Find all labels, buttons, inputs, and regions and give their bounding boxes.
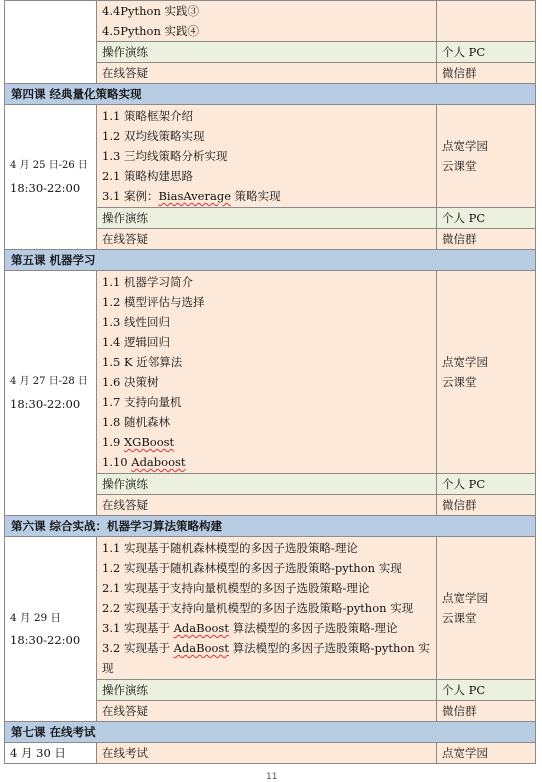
lesson-title: 第五课 机器学习 (5, 250, 536, 271)
list-item: 2.1 实现基于支持向量机模型的多因子选股策略-理论 (102, 581, 370, 595)
list-item: 1.2 实现基于随机森林模型的多因子选股策略-python 实现 (102, 561, 402, 575)
section-header-row (5, 722, 536, 743)
qa-label: 在线答疑 (97, 701, 437, 722)
practice-label: 操作演练 (97, 474, 437, 495)
location-text: 云课堂 (442, 375, 477, 389)
schedule-cell (5, 105, 97, 250)
time-text: 18:30-22:00 (10, 397, 81, 411)
location-cell (437, 271, 536, 474)
list-item: 2.2 实现基于支持向量机模型的多因子选股策略-python 实现 (102, 601, 414, 615)
practice-location: 个人 PC (437, 42, 536, 63)
location-text: 点宽学园 (442, 355, 488, 369)
list-item: 2.1 策略构建思路 (102, 169, 193, 183)
location-text: 点宽学园 (442, 591, 488, 605)
topics-cell (97, 537, 437, 680)
topics-cell (97, 271, 437, 474)
practice-label: 操作演练 (97, 208, 437, 229)
practice-location: 个人 PC (437, 474, 536, 495)
practice-location: 个人 PC (437, 208, 536, 229)
list-item: 1.7 支持向量机 (102, 395, 182, 409)
qa-location: 微信群 (437, 701, 536, 722)
location-cell (437, 1, 536, 42)
table-row (5, 537, 536, 680)
schedule-cell (5, 537, 97, 722)
lesson-title: 第四课 经典量化策略实现 (5, 84, 536, 105)
list-item: 1.1 机器学习简介 (102, 275, 193, 289)
practice-label: 操作演练 (97, 42, 437, 63)
topics-cell (97, 105, 437, 208)
topics-cell (97, 1, 437, 42)
list-item: 1.9 XGBoost (102, 435, 175, 449)
list-item: 3.1 案例：BiasAverage 策略实现 (102, 189, 281, 203)
practice-location: 个人 PC (437, 680, 536, 701)
section-header-row (5, 516, 536, 537)
qa-location: 微信群 (437, 229, 536, 250)
list-item: 1.1 实现基于随机森林模型的多因子选股策略-理论 (102, 541, 358, 555)
qa-location: 微信群 (437, 495, 536, 516)
section-header-row (5, 84, 536, 105)
page-number: 11 (266, 772, 278, 782)
list-item: 1.5 K 近邻算法 (102, 355, 183, 369)
list-item: 1.6 决策树 (102, 375, 159, 389)
practice-label: 操作演练 (97, 680, 437, 701)
list-item: 3.2 实现基于 AdaBoost 算法模型的多因子选股策略-python 实现 (102, 641, 430, 675)
list-item: 1.4 逻辑回归 (102, 335, 170, 349)
location-text: 点宽学园 (442, 139, 488, 153)
lesson-title: 第六课 综合实战：机器学习算法策略构建 (5, 516, 536, 537)
schedule-cell (5, 1, 97, 84)
course-schedule-table (4, 0, 536, 764)
time-text: 18:30-22:00 (10, 633, 81, 647)
table-row (5, 1, 536, 42)
qa-location: 微信群 (437, 63, 536, 84)
qa-label: 在线答疑 (97, 229, 437, 250)
table-row (5, 105, 536, 208)
list-item: 1.2 双均线策略实现 (102, 129, 205, 143)
location-cell (437, 537, 536, 680)
qa-label: 在线答疑 (97, 63, 437, 84)
date-text: 4 月 29 日 (10, 612, 62, 624)
list-item: 1.10 Adaboost (102, 455, 186, 469)
lesson-title: 第七课 在线考试 (5, 722, 536, 743)
time-text: 18:30-22:00 (10, 181, 81, 195)
date-text: 4 月 27 日-28 日 (10, 376, 88, 387)
table-row (5, 271, 536, 474)
table-row (5, 743, 536, 764)
date-text: 4 月 30 日 (5, 743, 97, 764)
location-text: 云课堂 (442, 159, 477, 173)
list-item: 1.3 线性回归 (102, 315, 170, 329)
schedule-cell (5, 271, 97, 516)
list-item: 4.5Python 实践④ (102, 24, 200, 38)
section-header-row (5, 250, 536, 271)
list-item: 1.3 三均线策略分析实现 (102, 149, 228, 163)
exam-item: 在线考试 (97, 743, 437, 764)
list-item: 4.4Python 实践③ (102, 4, 200, 18)
date-text: 4 月 25 日-26 日 (10, 160, 88, 171)
list-item: 1.8 随机森林 (102, 415, 170, 429)
list-item: 1.2 模型评估与选择 (102, 295, 205, 309)
list-item: 1.1 策略框架介绍 (102, 109, 193, 123)
list-item: 3.1 实现基于 AdaBoost 算法模型的多因子选股策略-理论 (102, 621, 398, 635)
location-text: 云课堂 (442, 611, 477, 625)
location-text: 点宽学园 (437, 743, 536, 764)
qa-label: 在线答疑 (97, 495, 437, 516)
location-cell (437, 105, 536, 208)
